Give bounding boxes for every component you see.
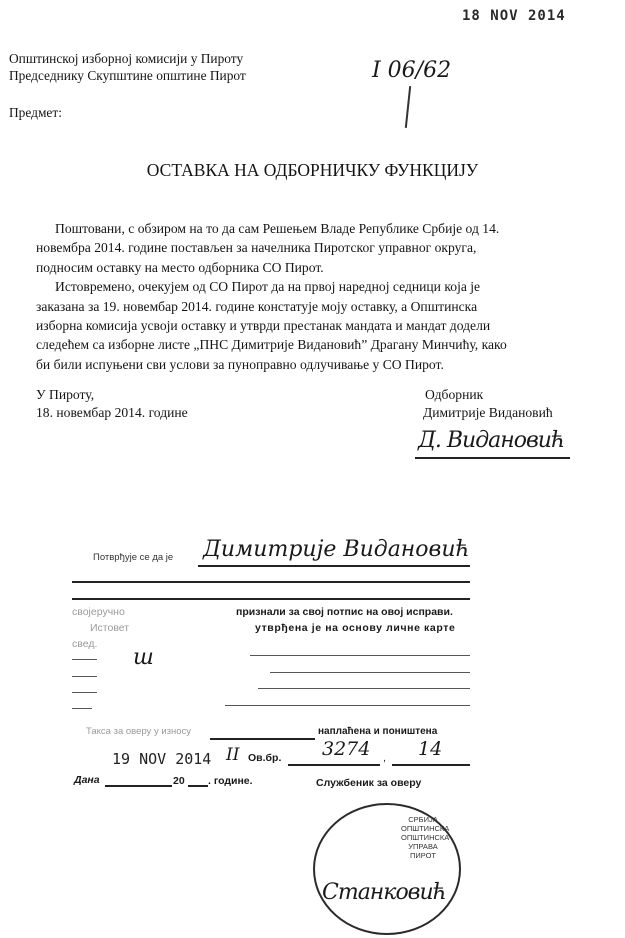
body-line: следећем са изборне листе „ПНС Димитрије Видановић” Драгану Минчићу, како xyxy=(36,337,507,353)
body-text xyxy=(36,219,596,374)
certification-line3-start: свед. xyxy=(72,638,98,650)
form-line xyxy=(392,764,470,766)
form-line xyxy=(288,764,380,766)
certification-line1-end: признали за свој потпис на овој исправи. xyxy=(236,606,453,618)
form-line xyxy=(198,565,470,567)
form-line xyxy=(250,655,470,656)
case-separator: , xyxy=(383,752,386,764)
document-title: ОСТАВКА НА ОДБОРНИЧКУ ФУНКЦИЈУ xyxy=(146,160,479,180)
body-line: би били испуњени сви услови за пуноправно одлучивање у СО Пирот. xyxy=(36,356,444,372)
certification-line2-end: утврђена је на основу личне карте xyxy=(255,622,456,634)
certification-date-stamp: 19 NOV 2014 xyxy=(112,750,212,768)
form-line xyxy=(270,672,470,673)
seal-text: СРБИЈА ОПШТИНСКА ОПШТИНСКА УПРАВА ПИРОТ xyxy=(401,815,450,860)
official-seal xyxy=(313,803,461,935)
body-line: подносим оставку на место одборника СО Пирот. xyxy=(36,259,324,275)
year-prefix: 20 xyxy=(173,775,185,787)
signature: Д. Видановић xyxy=(418,428,565,453)
form-line xyxy=(72,708,92,709)
place: У Пироту, xyxy=(36,387,95,402)
signer-role: Одборник xyxy=(425,387,484,402)
signature-underline xyxy=(415,457,570,459)
subject-label: Предмет: xyxy=(9,105,62,120)
roman-numeral: II xyxy=(226,745,240,765)
certification-line1-start: својеручно xyxy=(72,606,125,618)
form-line xyxy=(188,785,208,787)
year-suffix: . године. xyxy=(208,775,253,787)
body-line: Истовремено, очекујем од СО Пирот да на првој наредној седници која је xyxy=(55,279,481,295)
form-line xyxy=(72,676,97,677)
form-line xyxy=(210,738,315,740)
addressee-line-1: Општинској изборној комисији у Пироту xyxy=(9,51,244,66)
body-line: заказана за 19. новембар 2014. године констатује моју оставку, а Општинска xyxy=(36,298,478,314)
certification-line2-start: Истовет xyxy=(90,622,130,634)
certification-name-handwritten: Димитрије Видановић xyxy=(203,537,470,562)
officer-label: Службеник за оверу xyxy=(316,777,422,789)
tax-paid-label: наплаћена и поништена xyxy=(318,726,438,737)
form-line xyxy=(72,659,97,660)
case-year: 14 xyxy=(418,738,443,760)
officer-signature: Станковић xyxy=(322,880,446,905)
form-line xyxy=(72,581,470,583)
form-line xyxy=(258,688,470,689)
case-label: Ов.бр. xyxy=(248,752,282,764)
form-line xyxy=(72,598,470,600)
registry-number: I 06/62 xyxy=(372,58,452,83)
tax-label: Такса за оверу у износу xyxy=(86,726,192,737)
addressee-line-2: Председнику Скупштине општине Пирот xyxy=(9,68,246,83)
signer-name: Димитрије Видановић xyxy=(423,405,553,420)
certification-confirm-label: Потврђује се да је xyxy=(93,552,174,563)
day-label: Дана xyxy=(74,774,100,786)
case-number: 3274 xyxy=(322,738,371,760)
date: 18. новембар 2014. године xyxy=(36,405,188,420)
form-line xyxy=(72,692,97,693)
registry-slash-mark xyxy=(405,86,411,128)
body-line: новембра 2014. године постављен за начелника Пиротског управног округа, xyxy=(36,240,477,256)
body-line: Поштовани, с обзиром на то да сам Решењем Владе Републике Србије од 14. xyxy=(55,221,500,236)
form-line xyxy=(225,705,470,706)
body-line: изборна комисија усвоји оставку и утврди престанак мандата и мандат додели xyxy=(36,318,491,334)
received-date-stamp: 18 NOV 2014 xyxy=(462,8,566,24)
form-line xyxy=(105,785,172,787)
handwritten-mark: ш xyxy=(133,645,154,670)
